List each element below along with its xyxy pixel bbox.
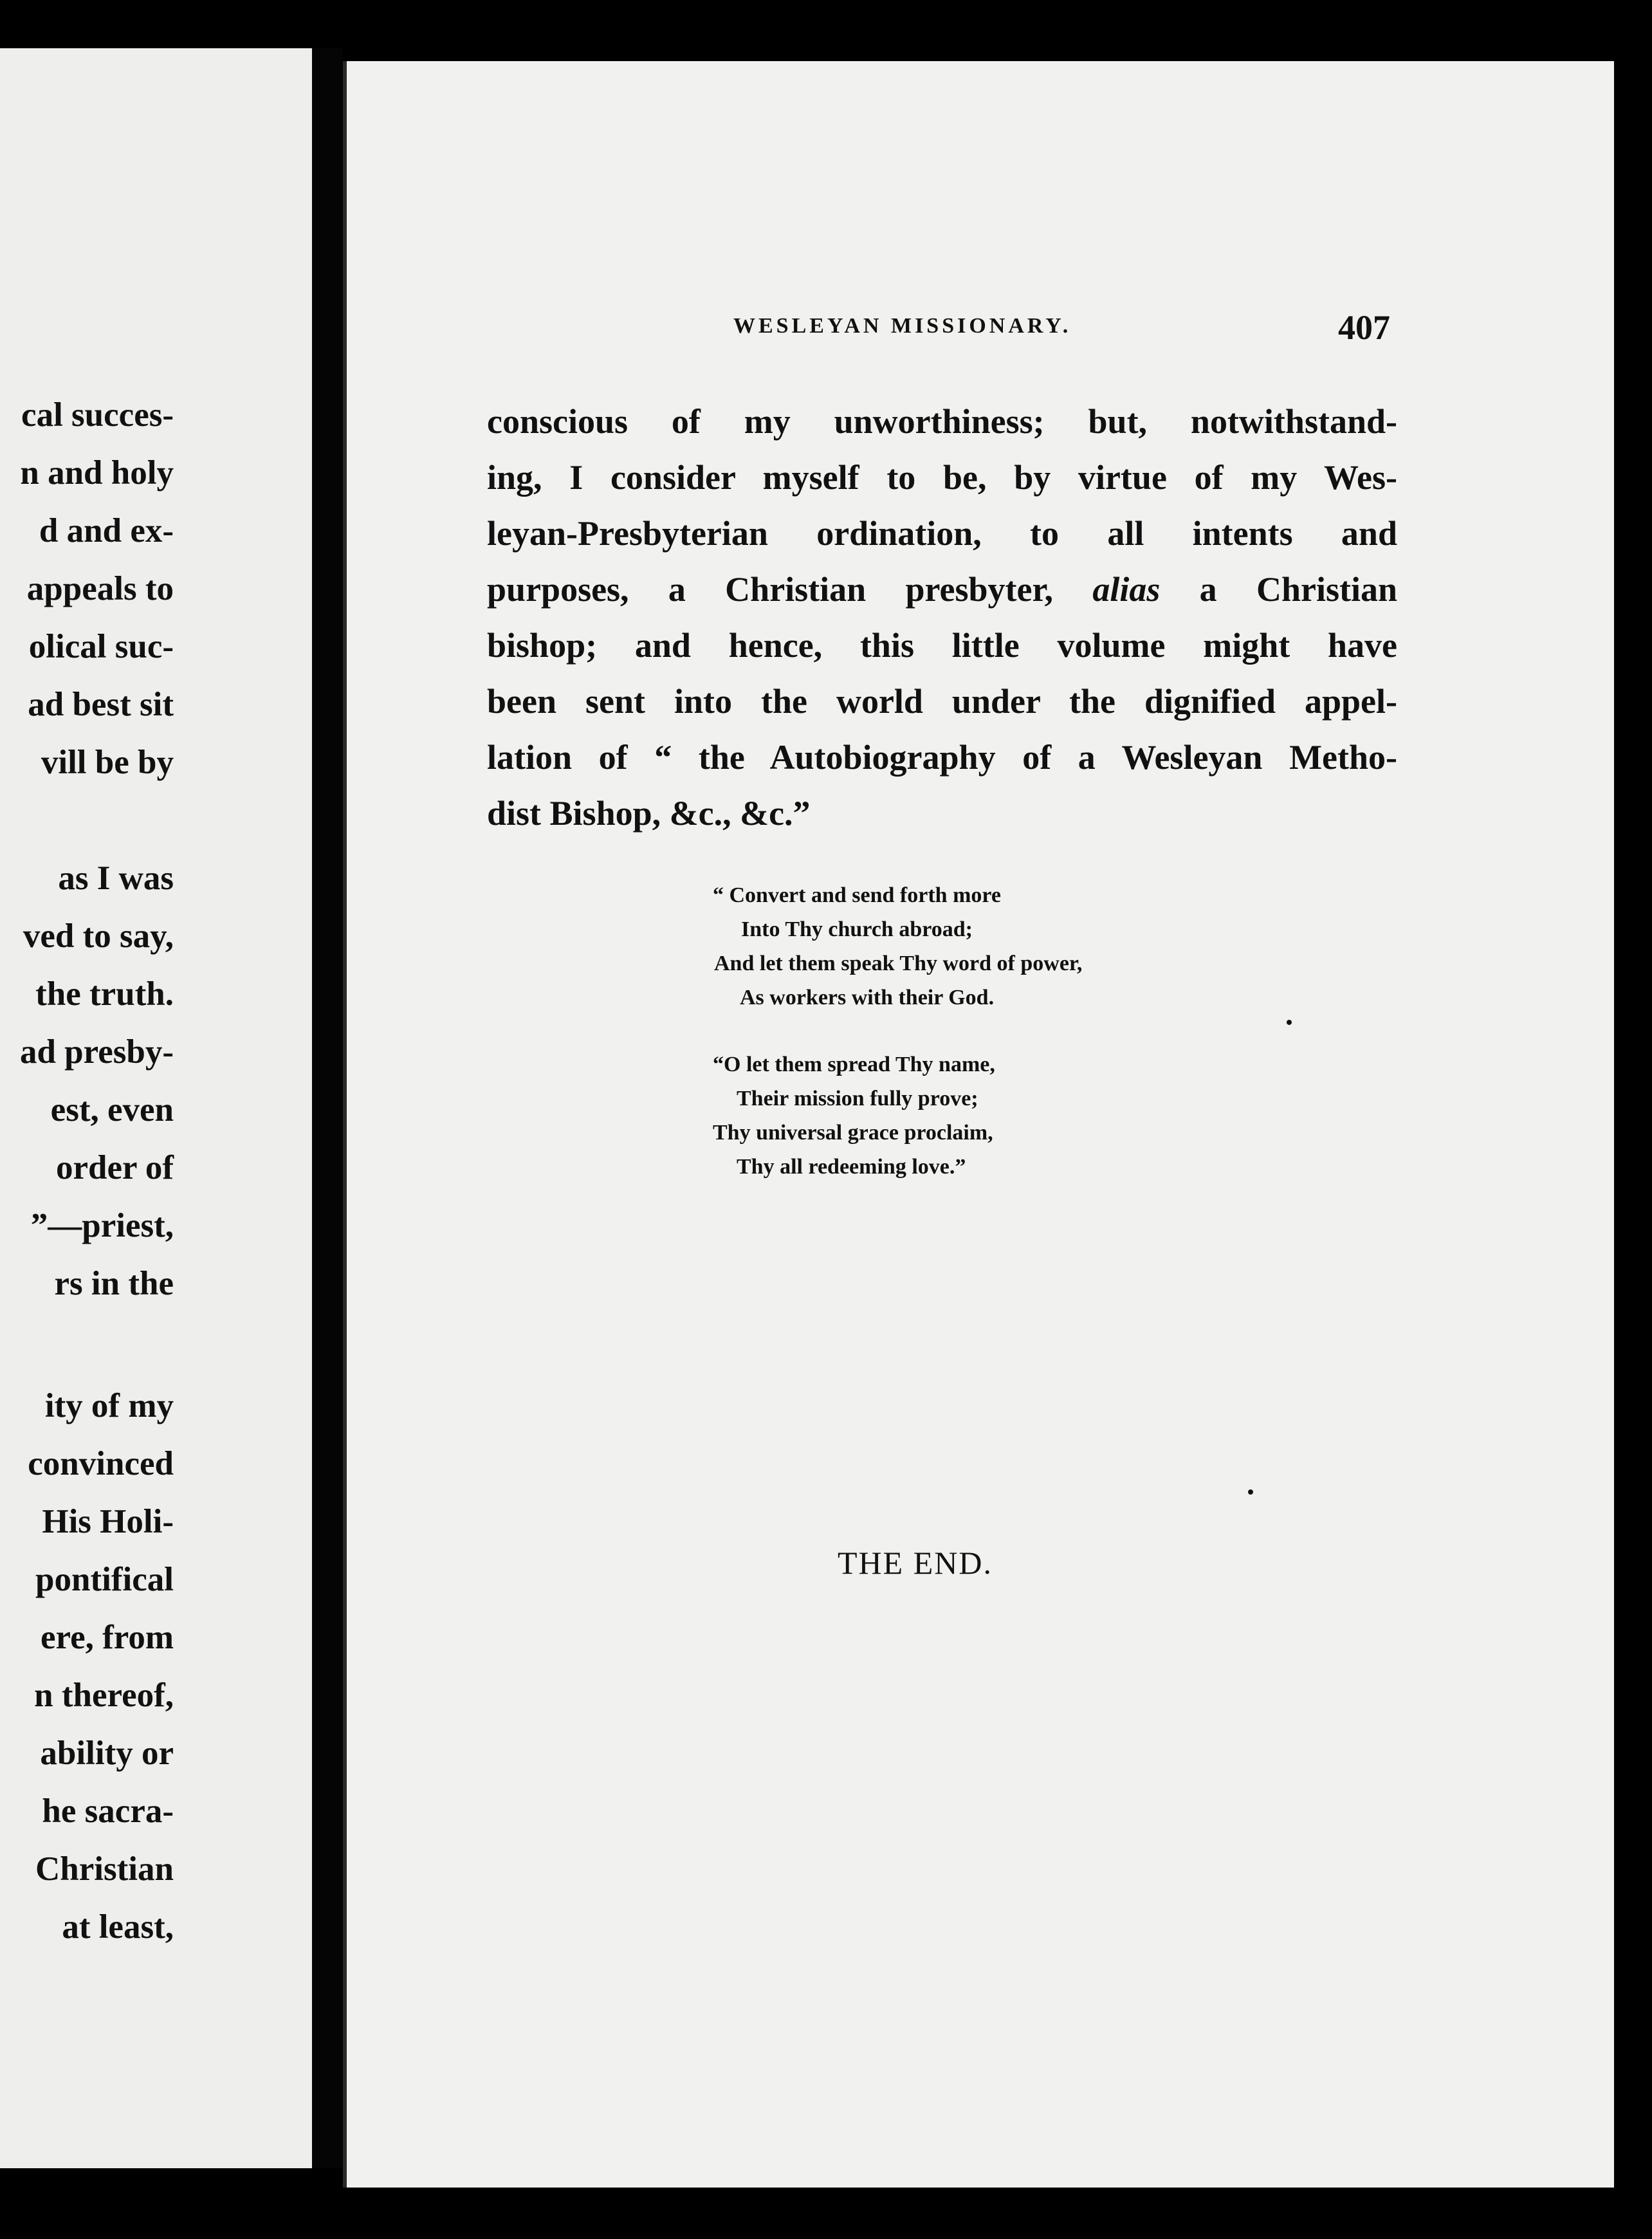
left-page-line: His Holi- [42,1503,174,1540]
left-page [0,48,312,2168]
verse-line: Thy universal grace proclaim, [713,1121,993,1145]
body-line: conscious of my unworthiness; but, notwithstand- [487,402,1397,441]
italic-word: alias [1092,570,1161,609]
paper-speck [1248,1489,1253,1495]
verse-line: “O let them spread Thy name, [713,1053,995,1076]
verse-line: Thy all redeeming love.” [737,1155,966,1179]
body-line: lation of “ the Autobiography of a Wesleyan Metho- [487,738,1397,777]
left-page-line: ved to say, [23,917,174,955]
left-page-line: n thereof, [34,1677,174,1714]
left-page-line: Christian [35,1850,174,1888]
left-page-line: convinced [28,1445,174,1482]
left-page-line: at least, [62,1908,174,1946]
left-page-line: ity of my [44,1387,174,1424]
left-page-line: order of [56,1149,174,1186]
left-page-line: he sacra- [42,1792,174,1830]
left-page-line: the truth. [35,975,174,1013]
body-line: purposes, a Christian presbyter, alias a Christian [487,570,1397,609]
verse-line: “ Convert and send forth more [713,883,1001,907]
left-page-line: ”—priest, [30,1207,174,1244]
book-spine-shadow [312,48,343,2168]
verse-line: Their mission fully prove; [737,1087,978,1110]
body-line: leyan-Presbyterian ordination, to all intents and [487,514,1397,553]
left-page-line: pontifical [35,1561,174,1598]
left-page-line: est, even [50,1091,174,1129]
verse-line: Into Thy church abroad; [741,917,973,941]
left-page-line: as I was [58,860,174,897]
the-end-heading: THE END. [838,1545,993,1581]
left-page-line: cal succes- [21,396,174,434]
left-page-line: rs in the [54,1265,174,1302]
verse-line: As workers with their God. [740,986,995,1009]
left-page-line: vill be by [41,744,174,781]
running-title: WESLEYAN MISSIONARY. [733,314,1072,338]
left-page-line: olical suc- [28,628,174,665]
body-line: been sent into the world under the dignified appel- [487,682,1397,721]
body-line: ing, I consider myself to be, by virtue of my Wes- [487,458,1397,497]
left-page-line: ad presby- [19,1033,174,1071]
left-page-line: ere, from [41,1619,174,1656]
body-line: dist Bishop, &c., &c.” [487,794,811,833]
body-line: bishop; and hence, this little volume might have [487,626,1397,665]
left-page-line: d and ex- [39,512,174,549]
left-page-line: ad best sit [28,686,174,723]
page-number: 407 [1338,308,1390,347]
paper-speck [1287,1020,1292,1025]
verse-line: And let them speak Thy word of power, [714,952,1083,975]
left-page-line: appeals to [26,570,174,607]
left-page-line: n and holy [20,454,174,492]
left-page-line: ability or [40,1735,174,1772]
